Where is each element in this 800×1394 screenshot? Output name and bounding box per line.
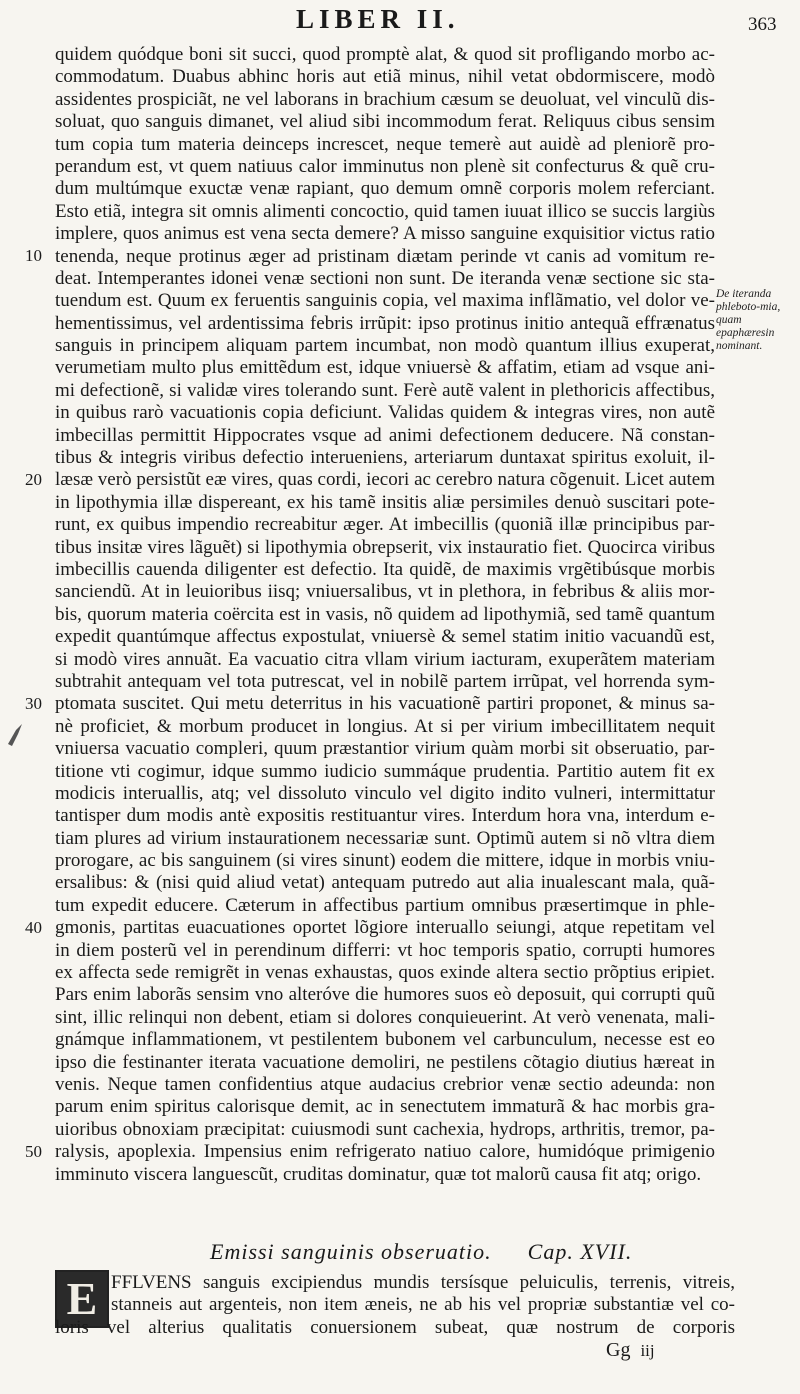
text-line: ralysis, apoplexia. Impensius enim refrigerato natiuo calore, humidóque primigenio <box>55 1141 715 1163</box>
signature-letters: Gg <box>606 1339 631 1361</box>
line-number: 20 <box>25 469 42 489</box>
text-line: venis. Neque tamen confidentius atque audacius crebrior venæ sectio adeunda: non <box>55 1073 715 1095</box>
line-number: 10 <box>25 245 42 265</box>
text-line: runt, ex quibus impendio recreabitur æger. At imbecillis (quoniã illæ principibus par- <box>55 514 715 536</box>
chapter-text-line: stanneis aut argenteis, non item æneis, ne ab his vel propriæ substantiæ vel co- <box>111 1294 735 1316</box>
text-line: si modò vires annuãt. Ea vacuatio citra vllam virium iacturam, exuperãtem materiam <box>55 648 715 670</box>
text-line: implere, quos animus est vena secta demere? A misso sanguine exquisitior victus ratio <box>55 223 715 245</box>
text-line: imbecillas permittit Hippocrates vsque ad animi defectionem deducere. Nã constan- <box>55 424 715 446</box>
chapter-title: Emissi sanguinis obseruatio. <box>210 1239 492 1264</box>
text-line: tenenda, neque protinus æger ad pristinam diætam perinde vt canis ad vomitum re- <box>55 245 715 267</box>
text-line: titione vti cogimur, idque summo iudicio summáque prudentia. Partitio autem fit ex <box>55 760 715 782</box>
text-line: deat. Intemperantes idonei venæ sectioni non sunt. De iteranda venæ sectione sic sta- <box>55 267 715 289</box>
text-line: sanciendũ. At in leuioribus iisq; vniuersalibus, vt in plethora, in febribus & aliis mor- <box>55 581 715 603</box>
chapter-text <box>55 1272 735 1339</box>
text-line: vniuersa vacuatio compleri, quum præstantior virium quàm morbi sit obseruatio, par- <box>55 738 715 760</box>
chapter-number: Cap. XVII. <box>527 1239 633 1264</box>
text-line: Pars enim laborãs sensim vno alteróve die humores suos eò deposuit, qui corrupti quũ <box>55 984 715 1006</box>
text-line: soluat, quo sanguis dimanet, vel aliud sibi incommodum ferat. Reliquus cibus sensim <box>55 111 715 133</box>
decorated-initial: E <box>55 1270 109 1328</box>
text-line: læsæ verò persistũt eæ vires, quas cordi, iecori ac cerebro natura cõgenuit. Licet autem <box>55 469 715 491</box>
chapter-text-line: loris vel alterius qualitatis conuersionem subeat, quæ nostrum de corporis <box>55 1316 735 1338</box>
text-line: tibus insitæ vires lãguẽt) si lipothymia obrepserit, vix instauratio fiet. Quocirca viribus <box>55 536 715 558</box>
text-line: in quibus rarò vacuationis copia deficiunt. Validas quidem & integras vires, non autẽ <box>55 402 715 424</box>
text-line: tibus & integris viribus defectio interueniens, arteriarum duntaxat spiritus exoluit, il- <box>55 447 715 469</box>
line-number: 40 <box>25 917 42 937</box>
text-line: uioribus obnoxiam præcipitat: cuiusmodi sunt cachexia, hydrops, arthritis, tremor, pa- <box>55 1118 715 1140</box>
chapter-heading <box>210 1239 632 1265</box>
text-line: prorogare, ac bis sanguinem (si vires sinunt) eodem die mittere, idque in morbis vniu- <box>55 850 715 872</box>
chapter-text-line: FFLVENS sanguis excipiendus mundis tersísque peluiculis, terrenis, vitreis, <box>111 1272 735 1293</box>
text-line: ptomata suscitet. Qui metu deterritus in his vacuationẽ partiri proponet, & minus sa- <box>55 693 715 715</box>
text-line: tum copia tum materia deinceps increscet, neque temerè aut auidè ad pleniorẽ pro- <box>55 133 715 155</box>
ink-mark-icon <box>4 720 26 748</box>
text-line: parum enim spiritus calorisque demit, ac in senectutem immaturã & hac morbis gra- <box>55 1096 715 1118</box>
signature-mark <box>606 1339 655 1362</box>
text-line: subtrahit antequam vel tota putrescat, vel in nobilẽ partem irrũpat, vel horrenda sym- <box>55 670 715 692</box>
text-line: gmonis, partitas euacuationes oportet lõgiore interuallo seiungi, atque repetitam vel <box>55 917 715 939</box>
text-line: ersalibus: & (nisi quid aliud vetat) antequam putredo aut alia inualescant mala, quã- <box>55 872 715 894</box>
text-line: tum expedit educere. Cæterum in affectibus partium omnibus præsertimque in phle- <box>55 894 715 916</box>
text-line: hementissimus, vel ardentissima febris irrũpit: ipso protinus initio antequã effrænatus <box>55 312 715 334</box>
text-line: tuendum est. Quum ex feruentis sanguinis copia, vel maxima inflãmatio, vel dolor ve- <box>55 290 715 312</box>
text-line: mi defectionẽ, si validæ vires tolerando sunt. Ferè autẽ valent in plethoricis affectibus, <box>55 379 715 401</box>
text-line: nè proficiet, & morbum producet in longius. At si per virium imbecillitatem nequit <box>55 715 715 737</box>
text-line: verumetiam multo plus emittẽdum est, idque vniuersè & affatim, etiam ad vsque ani- <box>55 357 715 379</box>
text-line: sint, illic relinqui non debent, etiam si dolores conquieuerint. At verò venenata, mali- <box>55 1006 715 1028</box>
text-line: bis, quorum materia coërcita est in vasis, nõ quidem ad lipothymiã, sed tamẽ quantum <box>55 603 715 625</box>
text-line: commodatum. Duabus abhinc horis aut etiã minus, nihil vetat obdormiscere, modò <box>55 66 715 88</box>
text-line: tantisper dum modis antè expositis restituantur vires. Interdum hora vna, interdum e- <box>55 805 715 827</box>
line-number: 30 <box>25 693 42 713</box>
text-line: imbecillis cauenda diligenter est defectio. Ita quidẽ, de maximis vrgẽtibúsque morbis <box>55 558 715 580</box>
text-line: in diem posterũ vel in perendinum differri: vt hoc temporis spatio, corrupti humores <box>55 939 715 961</box>
text-line: tiam plures ad virium instaurationem necessariæ sunt. Optimũ autem si nõ vltra diem <box>55 827 715 849</box>
page-number: 363 <box>748 14 777 35</box>
line-number: 50 <box>25 1141 42 1161</box>
text-line: modicis interuallis, atq; vel dissoluto vinculo vel digito indito vulneri, intermittatur <box>55 782 715 804</box>
text-line: imminuto viscera languescũt, cruditas dominatur, quæ tot malorũ causa fit atq; origo. <box>55 1163 702 1185</box>
text-line: sanguis in principem aliquam partem incumbat, non modò quantum illius exuperat, <box>55 335 715 357</box>
text-line: ipso die festinanter iterata vacuatione demoliri, ne pestilens cõtagio diutius hæreat in <box>55 1051 715 1073</box>
text-line: gnámque inflammationem, vt pestilentem bubonem vel carbunculum, necesse est eo <box>55 1029 715 1051</box>
text-line: assidentes prospiciãt, ne vel laborans in brachium cæsum se deuoluat, vel vinculũ dis- <box>55 88 715 110</box>
signature-number: iij <box>640 1341 655 1360</box>
running-head <box>0 4 800 44</box>
text-line: ex affecta sede remigrẽt in venas exhaustas, quos exinde altera sectio prõptius eripiet. <box>55 962 715 984</box>
text-line: dum multúmque exuctæ venæ rapiant, quo demum omnẽ corporis molem referciant. <box>55 178 715 200</box>
running-title: LIBER II. <box>296 4 460 34</box>
text-line: in lipothymia illæ dispereant, ex his tamẽ insitis aliæ persimiles denuò suscitari pote- <box>55 491 715 513</box>
text-line: Esto etiã, integra sit omnis alimenti concoctio, quid tamen iuuat illico se succis largiùs <box>55 200 715 222</box>
margin-note: De iteranda phleboto-mia, quam epaphæresin nominant. <box>716 288 781 352</box>
text-line: perandum est, vt quem natiuus calor imminutus non plenè sit confecturus & quẽ cru- <box>55 155 715 177</box>
main-text <box>25 44 715 1186</box>
text-line: quidem quódque boni sit succi, quod promptè alat, & quod sit profligando morbo ac- <box>55 44 715 65</box>
text-line: expedit quantúmque affectus expostulat, vniuersè & semel statim initio vacuandũ est, <box>55 626 715 648</box>
